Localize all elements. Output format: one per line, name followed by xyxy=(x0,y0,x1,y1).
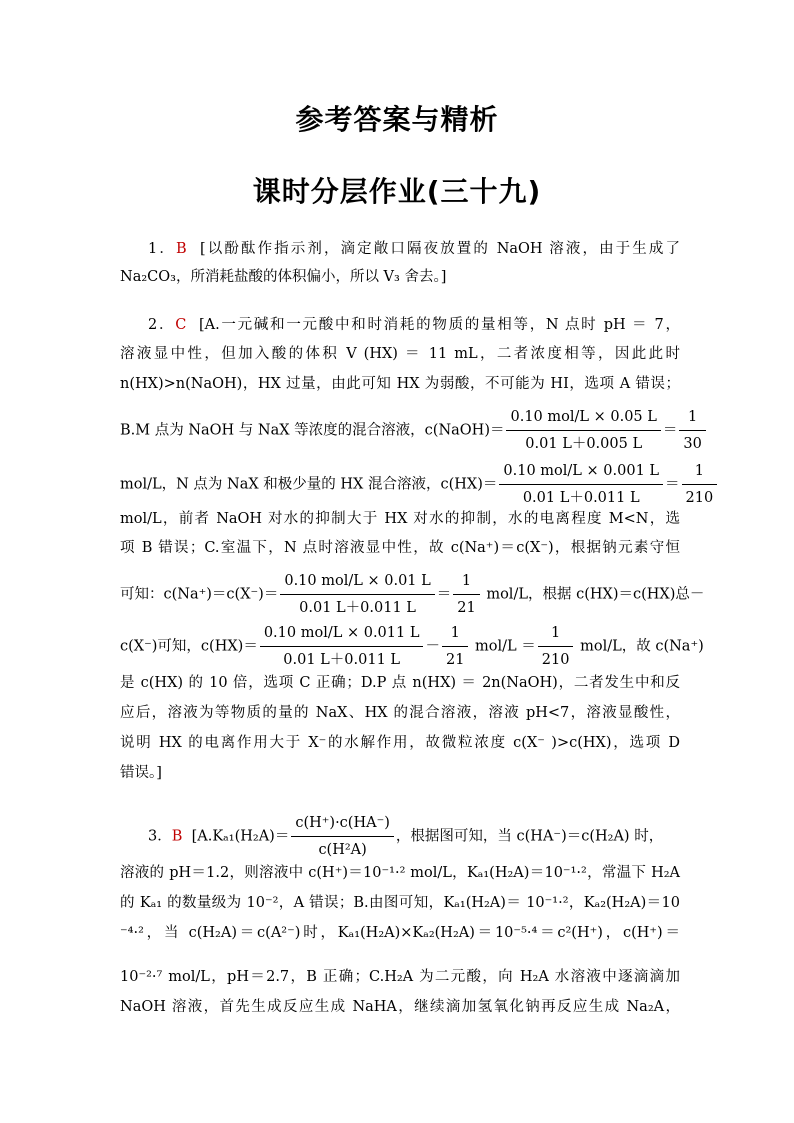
q2-fraction-2: $\frac{\text{0.10 mol/L × 0.001 L}}{0.01 L+0.011 L}$ xyxy=(499,460,663,509)
q2-text-3: n(HX)>n(NaOH)，HX 过量，由此可知 HX 为弱酸，不可能为 HI，选项 A 错误； xyxy=(120,376,680,392)
q2-text-4: B.M 点为 NaOH 与 NaX 等浓度的混合溶液，c(NaOH)＝ xyxy=(120,422,505,439)
q3-answer: B xyxy=(171,828,183,845)
q2-text-12: 说明 HX 的电离作用大于 X⁻的水解作用，故微粒浓度 c(X⁻ )>c(HX)，选项 D xyxy=(120,735,680,751)
q2-text-1: [A.一元碱和一元酸中和时消耗的物质的量相等，N 点时 pH ＝ 7， xyxy=(198,317,681,333)
page-subtitle: 课时分层作业(三十九) xyxy=(252,175,542,208)
q2-text-7: 项 B 错误；C.室温下，N 点时溶液显中性，故 c(Na⁺)＝c(X⁻)，根据钠元素守恒 xyxy=(120,540,680,556)
q3-fraction: $\frac{c(H^+)\cdot c(HA^-)}{\text{c(H²A)}}$ xyxy=(291,812,394,861)
q1-number: 1． xyxy=(148,241,176,257)
q2-answer: C xyxy=(175,317,187,333)
q2-text-11: 应后，溶液为等物质的量的 NaX、HX 的混合溶液，溶液 pH<7，溶液显酸性， xyxy=(120,705,680,721)
q2-formula-line-4: c(X⁻)可知，c(HX)＝ $\frac{\text{0.10 mol/L × 0.011 L}}{0.01 L+0.011 L}$ － $\frac{1}{21}$ mol/L ＝ $\frac{1}{210}$ mol/L，故 c(Na⁺) xyxy=(120,622,680,671)
q2-number: 2． xyxy=(148,317,176,333)
q2-text-10: 是 c(HX) 的 10 倍，选项 C 正确；D.P 点 n(HX) ＝ 2n(NaOH)，二者发生中和反 xyxy=(120,675,680,691)
q2-fraction-1b: $\frac{1}{30}$ xyxy=(679,406,705,455)
q3-text-6: NaOH 溶液，首先生成反应生成 NaHA，继续滴加氢氧化钠再反应生成 Na₂A， xyxy=(120,999,680,1015)
q2-fraction-3: $\frac{\text{0.10 mol/L × 0.01 L}}{0.01 L+0.011 L}$ xyxy=(280,570,434,619)
q2-text-8-post: mol/L，根据 c(HX)＝c(HX)总－ xyxy=(486,586,705,603)
q3-text-4: ⁻⁴·²，当 c(H₂A)＝c(A²⁻)时，Kₐ₁(H₂A)×Kₐ₂(H₂A)＝10⁻⁵·⁴＝c²(H⁺)，c(H⁺)＝ xyxy=(120,925,680,941)
q2-fraction-3b: $\frac{1}{21}$ xyxy=(453,570,479,619)
q2-formula-line-3: 可知：c(Na⁺)＝c(X⁻)＝ $\frac{\text{0.10 mol/L × 0.01 L}}{0.01 L+0.011 L}$ ＝ $\frac{1}{21}$ mol/L，根据 c(HX)＝c(HX)总－ xyxy=(120,570,680,619)
q2-formula-line-1: B.M 点为 NaOH 与 NaX 等浓度的混合溶液，c(NaOH)＝ $\frac{\text{0.10 mol/L × 0.05 L}}{0.01 L+0.005 L}$ ＝ $\frac{1}{30}$ xyxy=(120,406,680,455)
q2-text-9-post: mol/L，故 c(Na⁺) xyxy=(580,638,704,655)
q3-text-1-post: ，根据图可知，当 c(HA⁻)＝c(H₂A) 时， xyxy=(395,828,664,845)
q2-text-2: 溶液显中性，但加入酸的体积 V (HX) ＝ 11 mL，二者浓度相等，因此此时 xyxy=(120,346,680,362)
q2-line-1 xyxy=(148,314,680,336)
q3-text-2: 溶液的 pH＝1.2，则溶液中 c(H⁺)＝10⁻¹·² mol/L，Kₐ₁(H₂A)＝10⁻¹·²，常温下 H₂A xyxy=(120,865,680,881)
q3-number: 3． xyxy=(148,828,172,845)
q2-text-8: 可知：c(Na⁺)＝c(X⁻)＝ xyxy=(120,586,279,603)
q2-formula-line-2: mol/L，N 点为 NaX 和极少量的 HX 混合溶液，c(HX)＝ $\frac{\text{0.10 mol/L × 0.001 L}}{0.01 L+0.011 L}$ ＝ $\frac{1}{210}$ xyxy=(120,460,680,509)
q2-text-6: mol/L，前者 NaOH 对水的抑制大于 HX 对水的抑制，水的电离程度 M<N，选 xyxy=(120,511,680,527)
q1-text-2: Na₂CO₃，所消耗盐酸的体积偏小，所以 V₃ 舍去。] xyxy=(120,269,447,285)
q1-text-1: [以酚酞作指示剂，滴定敞口隔夜放置的 NaOH 溶液，由于生成了 xyxy=(200,241,680,257)
q3-text-3: 的 Kₐ₁ 的数量级为 10⁻²，A 错误；B.由图可知，Kₐ₁(H₂A)＝ 10⁻¹·²，Kₐ₂(H₂A)＝10 xyxy=(120,895,680,911)
q2-text-13: 错误。] xyxy=(120,765,162,781)
page-title: 参考答案与精析 xyxy=(295,103,499,136)
q2-fraction-4: $\frac{\text{0.10 mol/L × 0.011 L}}{0.01 L+0.011 L}$ xyxy=(260,622,424,671)
q2-fraction-2b: $\frac{1}{210}$ xyxy=(682,460,718,509)
q2-fraction-4b: $\frac{1}{21}$ xyxy=(442,622,468,671)
q3-text-5: 10⁻²·⁷ mol/L，pH＝2.7，B 正确；C.H₂A 为二元酸，向 H₂A 水溶液中逐滴滴加 xyxy=(120,969,680,985)
q2-fraction-4c: $\frac{1}{210}$ xyxy=(538,622,574,671)
q1-line-1 xyxy=(148,238,680,260)
q1-answer: B xyxy=(175,241,187,257)
q3-text-1: [A.Kₐ₁(H₂A)＝ xyxy=(191,828,290,845)
q2-text-5: mol/L，N 点为 NaX 和极少量的 HX 混合溶液，c(HX)＝ xyxy=(120,476,498,493)
q2-fraction-1: $\frac{\text{0.10 mol/L × 0.05 L}}{0.01 L+0.005 L}$ xyxy=(506,406,660,455)
q2-text-9: c(X⁻)可知，c(HX)＝ xyxy=(120,638,258,655)
q3-line-1 xyxy=(148,812,680,861)
